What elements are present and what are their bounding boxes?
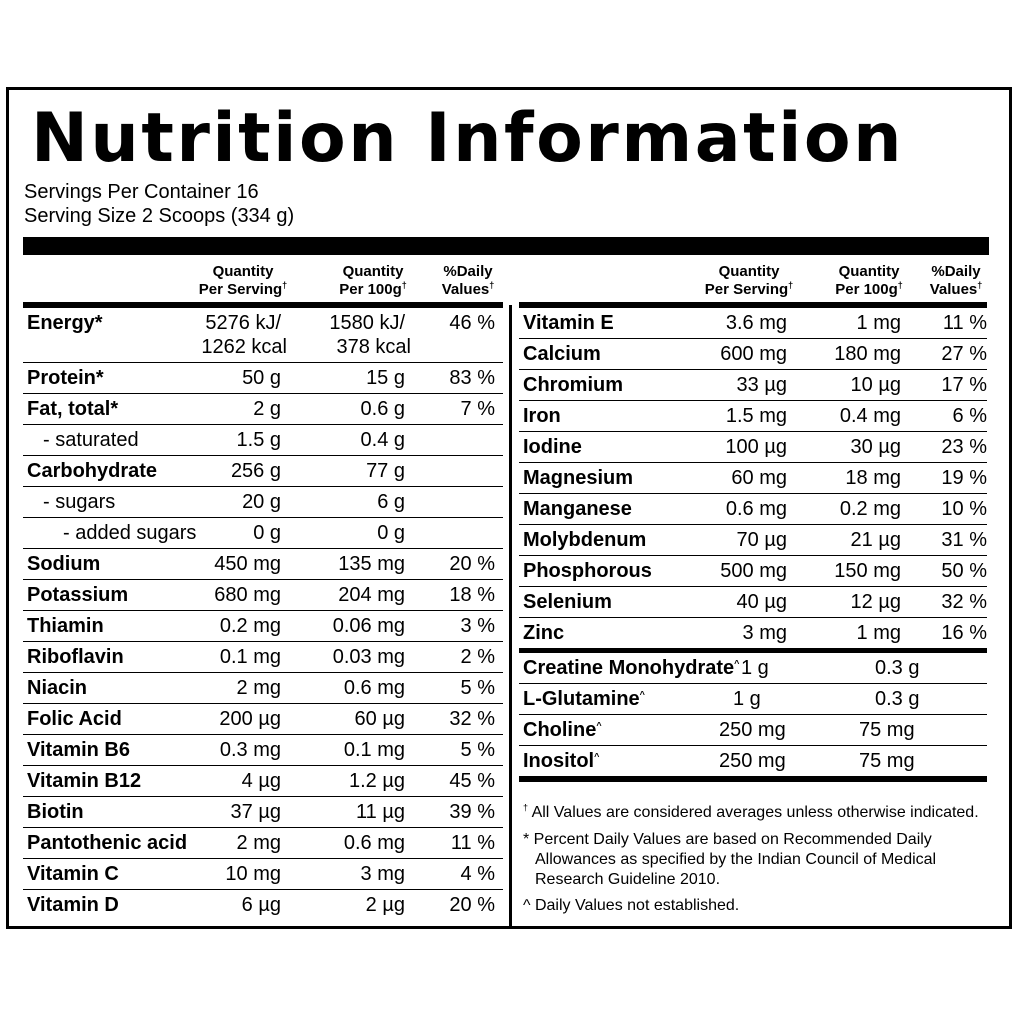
daily-value: 31 % [941,529,987,551]
header-daily-values-right: %Daily Values† [929,263,983,298]
nutrient-name: Biotin [27,801,84,823]
table-row [23,673,503,704]
per-serving-value: 500 mg [720,560,787,582]
header-qty-100g-right: Quantity Per 100g† [835,263,903,298]
per-serving-value: 250 mg [719,719,786,741]
daily-value: 19 % [941,467,987,489]
per-100g-value: 0.06 mg [332,615,405,637]
per-100g-value: 21 µg [850,529,901,551]
per-100g-value: 1580 kJ/ [329,312,405,334]
per-100g-value: 30 µg [850,436,901,458]
daily-value: 7 % [460,398,495,420]
per-serving-value: 0.2 mg [219,615,281,637]
per-100g-value: 10 µg [850,374,901,396]
per-serving-value: 250 mg [719,750,786,772]
nutrient-name: Fat, total* [27,398,119,420]
extra-rows-rule [519,776,987,782]
per-serving-value: 37 µg [230,801,281,823]
table-row [519,463,987,494]
per-serving-value: 600 mg [720,343,787,365]
nutrient-name: Magnesium [523,467,634,489]
per-100g-value: 0.3 g [875,688,920,710]
table-row [519,525,987,556]
per-serving-value: 5276 kJ/ [205,312,281,334]
per-100g-value: 1.2 µg [348,770,405,792]
per-serving-value: 680 mg [214,584,281,606]
per-serving-value: 2 mg [236,677,281,699]
per-100g-value-2: 378 kcal [336,336,411,358]
table-row [519,432,987,463]
daily-value: 83 % [449,367,495,389]
nutrient-name [523,656,739,680]
left-table [23,255,503,920]
panel-title: Nutrition Information [31,99,905,178]
per-serving-value: 6 µg [241,894,281,916]
daily-value: 20 % [449,894,495,916]
daily-value: 5 % [460,739,495,761]
per-100g-value: 204 mg [338,584,405,606]
per-serving-value: 1.5 g [236,429,281,451]
nutrient-name: Niacin [27,677,88,699]
daily-value: 11 % [942,312,987,334]
daily-value: 39 % [449,801,495,823]
footnote-daily-values: * Percent Daily Values are based on Recommended Daily Allowances as specified by the Indian Council of Medical Research Guideline 2010. [523,831,937,888]
table-row [519,494,987,525]
per-serving-value-2: 1262 kcal [201,336,287,358]
table-row [23,549,503,580]
per-100g-value: 0 g [377,522,405,544]
table-row [23,456,503,487]
per-serving-value: 1 g [733,688,761,710]
nutrient-name-text: Inositol [523,750,595,772]
left-table-header [23,255,503,308]
nutrient-name: Thiamin [27,615,104,637]
right-table [519,255,987,782]
per-100g-value: 0.6 mg [343,832,405,854]
table-row [519,684,987,715]
per-100g-value: 6 g [377,491,405,513]
per-serving-value: 10 mg [225,863,281,885]
table-row [23,735,503,766]
daily-value: 20 % [449,553,495,575]
per-100g-value: 0.3 g [875,657,920,679]
per-100g-value: 18 mg [845,467,901,489]
serving-size: Serving Size 2 Scoops (334 g) [24,205,295,227]
daily-value: 6 % [952,405,987,427]
per-serving-value: 20 g [242,491,281,513]
daily-value: 50 % [941,560,987,582]
per-serving-value: 256 g [230,460,281,482]
per-serving-value: 60 mg [731,467,787,489]
nutrient-name: Iron [523,405,561,427]
per-serving-value: 0 g [253,522,281,544]
nutrient-name-text: L-Glutamine [523,688,640,710]
daily-value: 5 % [460,677,495,699]
daily-value: 3 % [460,615,495,637]
nutrient-name: Vitamin B12 [27,770,142,792]
nutrient-name [523,749,599,773]
column-divider [509,305,512,929]
daily-value: 4 % [460,863,495,885]
nutrient-name: - added sugars [63,522,197,544]
per-serving-value: 0.1 mg [219,646,281,668]
nutrient-name-text: Choline [523,719,597,741]
footnote-not-established: ^ Daily Values not established. [523,897,740,914]
per-100g-value: 1 mg [856,622,901,644]
per-100g-value: 75 mg [859,750,915,772]
header-qty-serving: Quantity Per Serving† [198,263,288,298]
per-serving-value: 450 mg [214,553,281,575]
table-row [23,766,503,797]
nutrient-name: Manganese [523,498,632,520]
nutrient-name: Sodium [27,553,101,575]
per-100g-value: 180 mg [834,343,901,365]
nutrient-name-text: Creatine Monohydrate [523,657,735,679]
top-rule [23,237,989,255]
table-row [23,797,503,828]
per-serving-value: 3 mg [742,622,787,644]
daily-value: 46 % [449,312,495,334]
daily-value: 10 % [941,498,987,520]
daily-value: 2 % [460,646,495,668]
not-established-mark: ^ [594,751,600,762]
per-100g-value: 75 mg [859,719,915,741]
per-100g-value: 11 µg [356,801,405,823]
nutrient-name: Pantothenic acid [27,832,188,854]
table-row [23,487,503,518]
table-row [23,518,503,549]
footnote-averages: † All Values are considered averages unless otherwise indicated. [523,802,979,821]
per-100g-value: 12 µg [850,591,901,613]
per-serving-value: 200 µg [219,708,281,730]
per-serving-value: 4 µg [241,770,281,792]
not-established-mark: ^ [734,658,740,669]
nutrient-name: Phosphorous [523,560,652,582]
nutrient-name: Riboflavin [27,646,124,668]
table-row [23,642,503,673]
daily-value: 27 % [941,343,987,365]
per-serving-value: 70 µg [736,529,787,551]
per-100g-value: 135 mg [338,553,405,575]
table-row [23,425,503,456]
table-row [519,370,987,401]
table-row [23,363,503,394]
table-row [519,556,987,587]
per-100g-value: 0.1 mg [343,739,405,761]
not-established-mark: ^ [639,689,645,700]
daily-value: 45 % [449,770,495,792]
table-row [519,587,987,618]
table-row [519,401,987,432]
nutrient-name: Vitamin B6 [27,739,130,761]
per-100g-value: 15 g [366,367,405,389]
nutrient-name: - sugars [43,491,116,513]
per-100g-value: 60 µg [354,708,405,730]
daily-value: 32 % [941,591,987,613]
header-qty-serving-right: Quantity Per Serving† [704,263,794,298]
table-row [23,859,503,890]
nutrient-name: - saturated [43,429,139,451]
nutrient-name [523,718,602,742]
nutrient-name: Potassium [27,584,129,606]
per-serving-value: 2 mg [236,832,281,854]
nutrient-name: Vitamin C [27,863,119,885]
daily-value: 16 % [941,622,987,644]
nutrient-name: Folic Acid [27,708,122,730]
nutrient-name: Chromium [523,374,623,396]
per-serving-value: 3.6 mg [725,312,787,334]
header-qty-100g: Quantity Per 100g† [339,263,407,298]
per-serving-value: 2 g [253,398,281,420]
per-100g-value: 77 g [366,460,405,482]
not-established-mark: ^ [596,720,602,731]
table-row [23,308,503,363]
table-row [23,394,503,425]
extra-rows [519,648,987,776]
per-serving-value: 50 g [242,367,281,389]
table-row [519,746,987,776]
per-100g-value: 0.6 g [360,398,405,420]
nutrient-name: Vitamin D [27,894,119,916]
per-serving-value: 0.3 mg [219,739,281,761]
table-row [519,715,987,746]
nutrient-name: Energy* [27,312,103,334]
table-row [519,339,987,370]
header-daily-values: %Daily Values† [441,263,495,298]
per-serving-value: 1 g [741,657,769,679]
per-serving-value: 0.6 mg [725,498,787,520]
nutrient-name: Iodine [523,436,582,458]
nutrient-name: Molybdenum [523,529,647,551]
left-rows [23,308,503,920]
nutrient-name: Vitamin E [523,312,614,334]
right-rows [519,308,987,648]
per-serving-value: 100 µg [725,436,787,458]
table-row [519,653,987,684]
nutrient-name: Calcium [523,343,601,365]
per-100g-value: 0.4 mg [839,405,901,427]
per-100g-value: 1 mg [856,312,901,334]
nutrient-name [523,687,645,711]
per-100g-value: 0.03 mg [332,646,405,668]
per-serving-value: 33 µg [736,374,787,396]
nutrient-name: Selenium [523,591,612,613]
daily-value: 17 % [941,374,987,396]
nutrient-name: Zinc [523,622,565,644]
per-serving-value: 1.5 mg [725,405,787,427]
table-row [23,611,503,642]
table-row [519,308,987,339]
daily-value: 18 % [449,584,495,606]
daily-value: 32 % [449,708,495,730]
table-row [23,580,503,611]
nutrient-name: Carbohydrate [27,460,158,482]
daily-value: 11 % [450,832,495,854]
per-100g-value: 0.2 mg [839,498,901,520]
per-serving-value: 40 µg [736,591,787,613]
per-100g-value: 150 mg [834,560,901,582]
per-100g-value: 0.4 g [360,429,405,451]
table-row [519,618,987,648]
nutrient-name: Protein* [27,367,104,389]
table-row [23,828,503,859]
per-100g-value: 0.6 mg [343,677,405,699]
per-100g-value: 3 mg [360,863,405,885]
daily-value: 23 % [941,436,987,458]
nutrition-panel [6,87,1012,929]
per-100g-value: 2 µg [365,894,405,916]
table-row [23,890,503,920]
table-row [23,704,503,735]
right-table-header [519,255,987,308]
servings-per-container: Servings Per Container 16 [24,181,259,203]
